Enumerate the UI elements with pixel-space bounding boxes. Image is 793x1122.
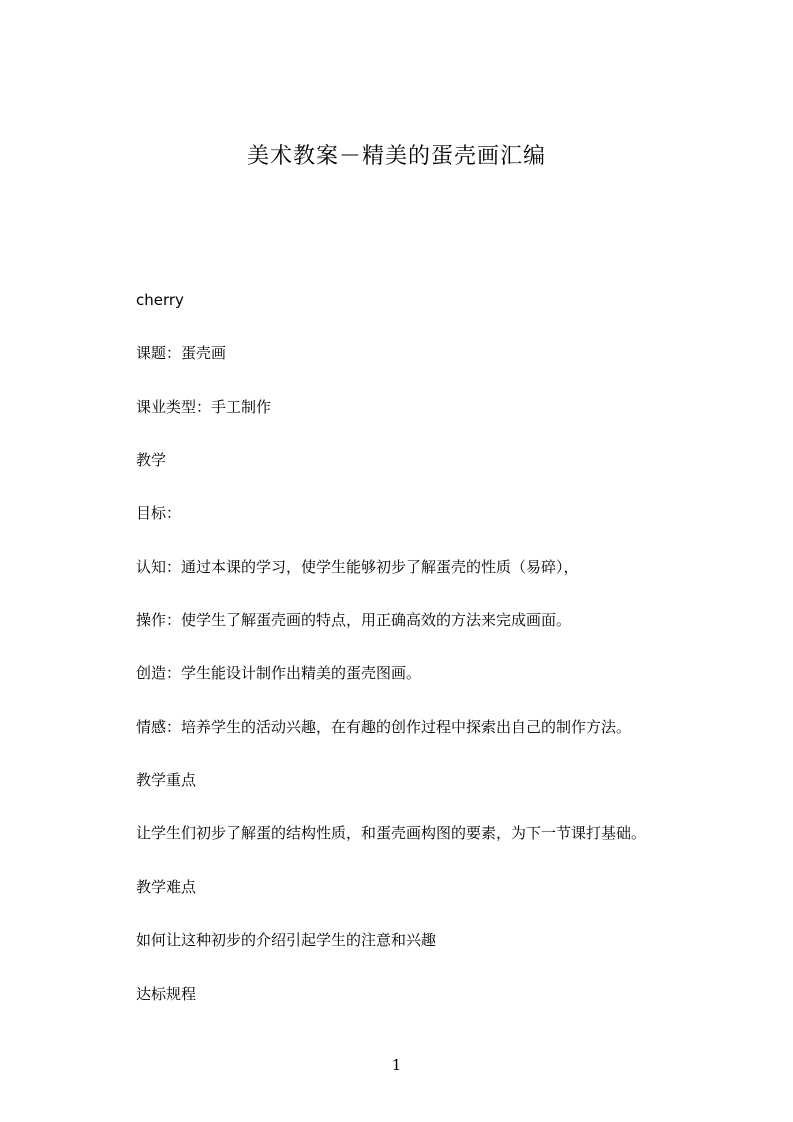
teaching-focus-heading: 教学重点 xyxy=(136,771,197,789)
lesson-type-line: 课业类型：手工制作 xyxy=(136,398,272,416)
teaching-difficulty-line: 如何让这种初步的介绍引起学生的注意和兴趣 xyxy=(136,931,437,949)
cognition-objective-line: 认知：通过本课的学习，使学生能够初步了解蛋壳的性质（易碎）， xyxy=(136,558,579,576)
objectives-label-line: 目标： xyxy=(136,504,182,522)
standards-procedure-heading: 达标规程 xyxy=(136,985,197,1003)
teaching-focus-line: 让学生们初步了解蛋的结构性质，和蛋壳画构图的要素，为下一节课打基础。 xyxy=(136,824,647,842)
lesson-topic-line: 课题：蛋壳画 xyxy=(136,344,227,362)
operation-objective-line: 操作：使学生了解蛋壳画的特点，用正确高效的方法来完成画面。 xyxy=(136,611,572,629)
author-line: cherry xyxy=(136,291,184,309)
teaching-difficulty-heading: 教学难点 xyxy=(136,878,197,896)
creation-objective-line: 创造：学生能设计制作出精美的蛋壳图画。 xyxy=(136,664,422,682)
emotion-objective-line: 情感：培养学生的活动兴趣，在有趣的创作过程中探索出自己的制作方法。 xyxy=(136,718,632,736)
page-number: 1 xyxy=(391,1056,402,1074)
teaching-label-line: 教学 xyxy=(136,451,167,469)
document-title: 美术教案－精美的蛋壳画汇编 xyxy=(246,144,546,169)
